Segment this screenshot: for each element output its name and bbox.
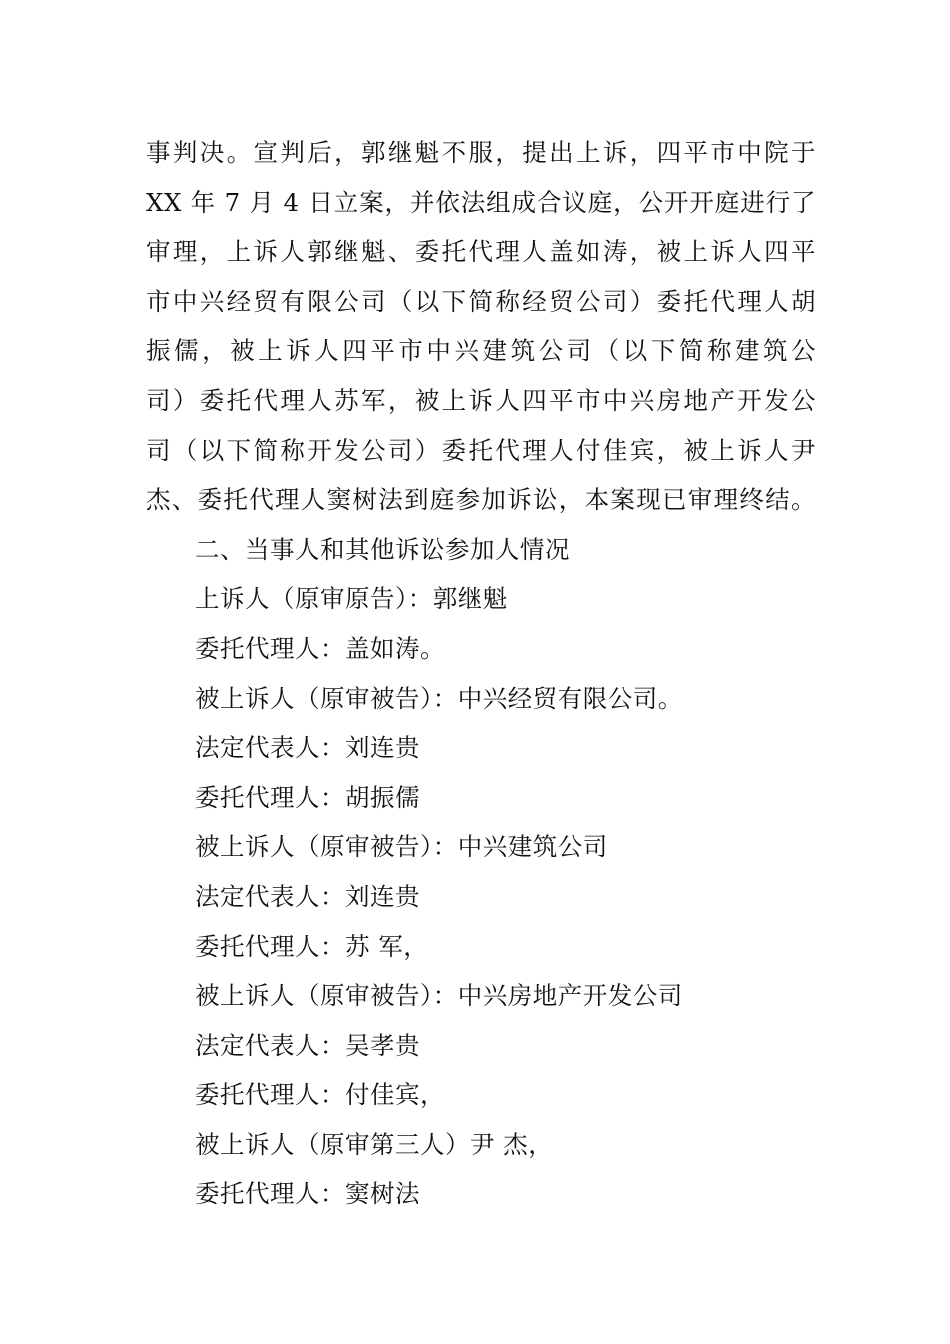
party-line: 被上诉人（原审被告）：中兴建筑公司 bbox=[195, 832, 608, 862]
paragraph-line: 振儒，被上诉人四平市中兴建筑公司（以下简称建筑公 bbox=[146, 336, 816, 366]
paragraph-line: XX 年 7 月 4 日立案，并依法组成合议庭，公开开庭进行了 bbox=[146, 187, 816, 217]
paragraph-line: 司）委托代理人苏军，被上诉人四平市中兴房地产开发公 bbox=[146, 385, 816, 415]
party-line: 委托代理人：盖如涛。 bbox=[195, 633, 445, 663]
party-line: 委托代理人：苏 军， bbox=[195, 931, 429, 961]
paragraph-line: 事判决。宣判后，郭继魁不服，提出上诉，四平市中院于 bbox=[146, 138, 816, 167]
party-line: 法定代表人：刘连贵 bbox=[195, 733, 420, 763]
party-line: 委托代理人：付佳宾， bbox=[195, 1080, 445, 1110]
party-line: 被上诉人（原审被告）：中兴经贸有限公司。 bbox=[195, 683, 683, 713]
party-line: 被上诉人（原审被告）：中兴房地产开发公司 bbox=[195, 981, 683, 1011]
party-line: 被上诉人（原审第三人）尹 杰， bbox=[195, 1129, 554, 1159]
party-line: 法定代表人：吴孝贵 bbox=[195, 1030, 420, 1060]
section-heading: 二、当事人和其他诉讼参加人情况 bbox=[195, 534, 570, 564]
paragraph-line: 司（以下简称开发公司）委托代理人付佳宾，被上诉人尹 bbox=[146, 435, 816, 465]
document-body bbox=[146, 128, 816, 1219]
party-line: 上诉人（原审原告）：郭继魁 bbox=[195, 584, 508, 614]
paragraph-line: 市中兴经贸有限公司（以下简称经贸公司）委托代理人胡 bbox=[146, 286, 816, 316]
party-line: 委托代理人：胡振儒 bbox=[195, 782, 420, 812]
paragraph-line: 杰、委托代理人窦树法到庭参加诉讼，本案现已审理终结。 bbox=[146, 485, 816, 515]
party-line: 法定代表人：刘连贵 bbox=[195, 881, 420, 911]
paragraph-line: 审理，上诉人郭继魁、委托代理人盖如涛，被上诉人四平 bbox=[146, 237, 816, 267]
party-line: 委托代理人：窦树法 bbox=[195, 1179, 420, 1209]
